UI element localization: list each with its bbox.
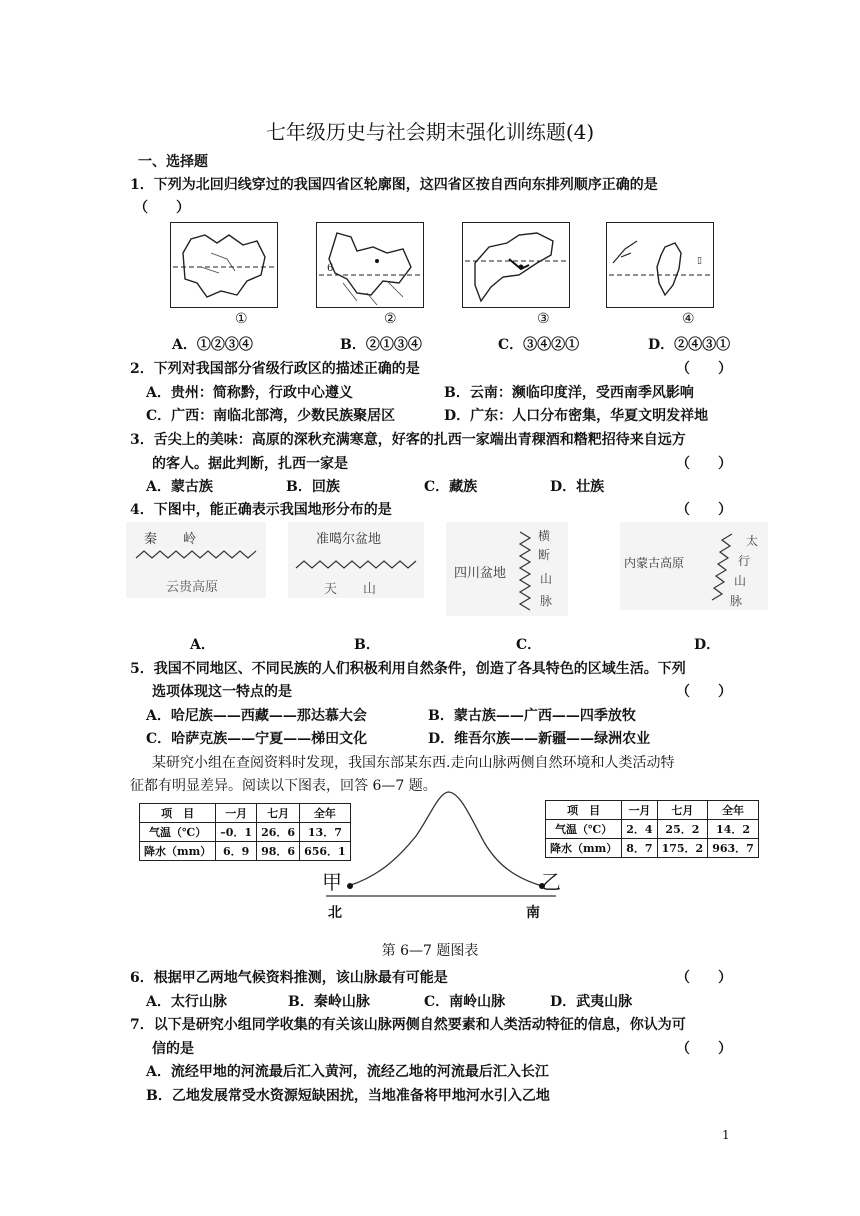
fig-b-mountain-symbol [294,558,420,572]
fig-c-right-label-1: 横 [538,529,551,543]
q4-label-a: A． [190,637,215,653]
fig-a-mountain-symbol [134,548,260,562]
table-cell: 13．7 [300,823,351,842]
fig-b-bottom-label: 天 山 [324,582,377,597]
terrain-figure-b [288,522,424,598]
map-label-1: ① [235,311,248,327]
q4-label-b: B． [354,637,380,653]
map-3-guangdong [462,222,570,308]
q3-option-b: B．回族 [286,479,340,495]
q1-option-c: C．③④②① [498,337,580,353]
table-cell: 6．9 [216,842,257,861]
table-cell: 降水（mm） [140,842,216,861]
q6-option-c: C．南岭山脉 [424,994,506,1010]
q7-option-a: A．流经甲地的河流最后汇入黄河，流经乙地的河流最后汇入长江 [146,1064,549,1080]
climate-table-yi [545,800,759,858]
north-label: 北 [328,905,342,921]
table-header: 七月 [257,804,300,823]
q4-paren: （ ） [676,502,732,518]
q3-stem-line2: 的客人。据此判断，扎西一家是 [152,456,348,472]
q6-stem: 6．根据甲乙两地气候资料推测，该山脉最有可能是 [130,970,448,986]
terrain-figure-c [446,522,568,616]
table-cell: 963．7 [708,839,759,858]
point-yi-label: 乙 [541,870,561,894]
q3-option-a: A．蒙古族 [146,479,213,495]
svg-text:6: 6 [327,263,334,274]
q4-label-c: C． [516,637,542,653]
q5-option-c: C．哈萨克族——宁夏——梯田文化 [146,731,368,747]
map-outline-3 [463,223,569,307]
fig-d-right-label-4: 脉 [730,594,743,608]
q2-option-c: C．广西：南临北部湾，少数民族聚居区 [146,408,396,424]
q3-option-d: D．壮族 [550,479,605,495]
q5-stem-line1: 5．我国不同地区、不同民族的人们积极利用自然条件，创造了各具特色的区域生活。下列 [130,661,686,677]
q2-option-a: A．贵州：简称黔，行政中心遵义 [146,385,353,401]
south-label: 南 [526,905,540,921]
table-cell: 26．6 [257,823,300,842]
climate-table-jia [139,803,351,861]
point-jia-label: 甲 [322,870,342,894]
table-header: 一月 [622,801,657,820]
table-cell: 656．1 [300,842,351,861]
map-label-2: ② [384,311,397,327]
q3-option-c: C．藏族 [424,479,478,495]
fig-c-right-label-2: 断 [538,548,551,562]
table-cell: 气温（℃） [140,823,216,842]
q1-option-a: A．①②③④ [172,337,253,353]
q1-option-d: D．②④③① [648,337,731,353]
table-cell: 98．6 [257,842,300,861]
fig-d-right-label-1: 太 [746,534,759,548]
table-header: 七月 [657,801,708,820]
svg-text:▯: ▯ [697,256,702,266]
table-cell: –0．1 [216,823,257,842]
table-cell: 14．2 [708,820,759,839]
q2-stem: 2．下列对我国部分省级行政区的描述正确的是 [130,361,420,377]
q1-option-b: B．②①③④ [340,337,422,353]
page-number: 1 [722,1128,730,1142]
q6-option-d: D．武夷山脉 [550,994,633,1010]
map-label-3: ③ [537,311,550,327]
table-header: 全年 [300,804,351,823]
fig-d-right-label-2: 行 [738,554,751,568]
table-header: 一月 [216,804,257,823]
q4-stem: 4．下图中，能正确表示我国地形分布的是 [130,502,392,518]
q2-paren: （ ） [676,361,732,377]
q6-option-a: A．太行山脉 [146,994,227,1010]
fig-a-bottom-label: 云贵高原 [166,580,219,595]
mountain-profile [320,786,560,904]
terrain-figure-a [126,522,266,598]
table-cell: 8．7 [622,839,657,858]
fig-c-mountain-symbol [516,528,534,612]
table-cell: 降水（mm） [546,839,622,858]
table-header: 项 目 [546,801,622,820]
fig-a-top-label: 秦 岭 [144,532,197,547]
map-1-guangxi [170,222,278,308]
intro-67-line2: 征都有明显差异。阅读以下图表，回答 6—7 题。 [130,778,437,794]
intro-67-line1: 某研究小组在查阅资料时发现，我国东部某东西.走向山脉两侧自然环境和人类活动特 [152,755,675,771]
fig-d-left-label: 内蒙古高原 [624,556,685,570]
section-heading: 一、选择题 [138,154,208,170]
table-header: 全年 [708,801,759,820]
q7-stem-line2: 信的是 [152,1041,194,1057]
fig-d-right-label-3: 山 [734,574,747,588]
fig-c-right-label-3: 山 [540,572,553,586]
q4-label-d: D． [694,637,721,653]
figure-caption: 第 6—7 题图表 [381,943,479,959]
table-header: 项 目 [140,804,216,823]
terrain-figure-d [620,522,768,610]
map-outline-1 [171,223,277,307]
map-2-yunnan [316,222,424,308]
map-label-4: ④ [682,311,695,327]
q5-option-a: A．哈尼族——西藏——那达慕大会 [146,708,367,724]
q5-option-d: D．维吾尔族——新疆——绿洲农业 [428,731,651,747]
q2-option-b: B．云南：濒临印度洋，受西南季风影响 [444,385,694,401]
fig-c-left-label: 四川盆地 [454,566,507,581]
q7-option-b: B．乙地发展常受水资源短缺困扰，当地准备将甲地河水引入乙地 [146,1088,550,1104]
q3-stem-line1: 3．舌尖上的美味：高原的深秋充满寒意，好客的扎西一家端出青稞酒和糌粑招待来自远方 [130,432,686,448]
table-cell: 175．2 [657,839,708,858]
fig-c-right-label-4: 脉 [540,594,553,608]
map-4-taiwan [606,222,714,308]
q7-paren: （ ） [676,1041,732,1057]
q1-stem: 1．下列为北回归线穿过的我国四省区轮廓图，这四省区按自西向东排列顺序正确的是 [130,177,658,193]
table-cell: 2．4 [622,820,657,839]
q2-option-d: D．广东：人口分布密集，华夏文明发祥地 [444,408,709,424]
q5-option-b: B．蒙古族——广西——四季放牧 [428,708,636,724]
map-outline-4 [607,223,713,307]
fig-b-top-label: 准噶尔盆地 [316,532,382,547]
page-title: 七年级历史与社会期末强化训练题(4) [265,120,595,144]
q7-stem-line1: 7．以下是研究小组同学收集的有关该山脉两侧自然要素和人类活动特征的信息，你认为可 [130,1017,686,1033]
q6-paren: （ ） [676,970,732,986]
q5-paren: （ ） [676,684,732,700]
table-cell: 气温（℃） [546,820,622,839]
q5-stem-line2: 选项体现这一特点的是 [152,684,292,700]
q1-paren: （ ） [134,200,190,216]
table-cell: 25．2 [657,820,708,839]
q6-option-b: B．秦岭山脉 [288,994,370,1010]
q3-paren: （ ） [676,456,732,472]
map-outline-2 [317,223,423,307]
